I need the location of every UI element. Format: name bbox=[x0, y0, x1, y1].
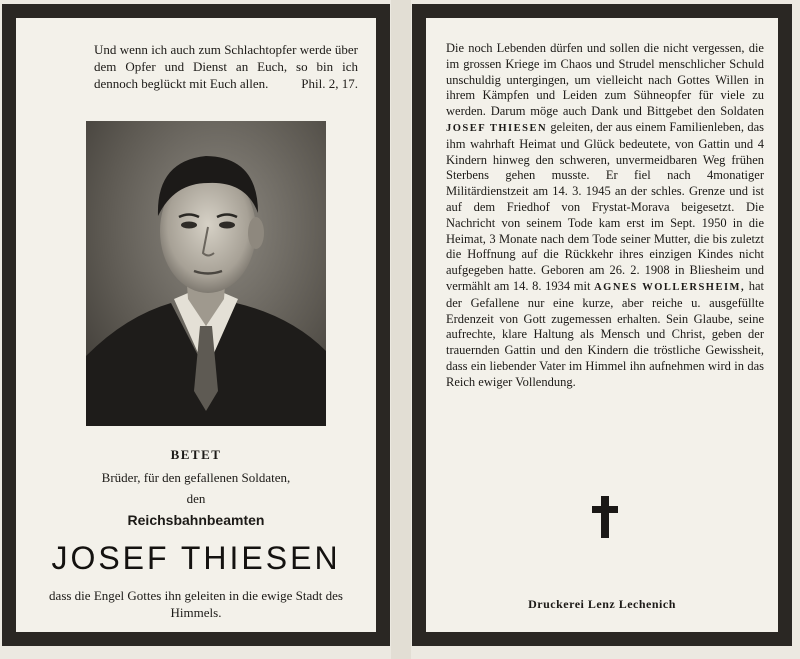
verse-reference: Phil. 2, 17. bbox=[301, 76, 358, 91]
biography-text bbox=[446, 41, 764, 391]
printer-imprint: Druckerei Lenz Lechenich bbox=[528, 597, 676, 611]
occupation-title: Reichsbahnbeamten bbox=[127, 512, 265, 528]
bio-part-3: hat der Gefallene nur eine kurze, aber reiche u. ausgefüllte Erdenzeit von Gott zugemessen erhalten. Sein Glaube, seine aufrechte, klare Haltung als Mensch und Christ, geben der trauernden Gattin und den Kindern die tröstliche Gewissheit, dass ein liebender Vater im Himmel ihn aufnehmen wird in das Reich ewiger Vollendung. bbox=[446, 278, 764, 389]
closing-prayer: dass die Engel Gottes ihn geleiten in die ewige Stadt des Himmels. bbox=[49, 588, 343, 620]
betet-heading: BETET bbox=[170, 447, 222, 462]
card-fold bbox=[391, 0, 411, 659]
left-panel bbox=[16, 18, 376, 632]
bio-wife-caps: AGNES WOLLERSHEIM, bbox=[594, 281, 746, 293]
right-panel-border bbox=[412, 4, 792, 646]
right-panel bbox=[426, 18, 778, 632]
left-panel-border bbox=[2, 4, 390, 646]
cross-icon bbox=[592, 496, 618, 538]
bio-part-2: geleiten, der aus einem Familienleben, das ihm wahrhaft Heimat und Glück bedeutete, von Gattin und 4 Kindern hinweg den schweren, unvermeidbaren Weg frühen Sterbens gehen musste. Er fiel nach 4monatiger Militärdienstzeit am 14. 3. 1945 an der schles. Grenze und ist auf dem Friedhof von Frystat-Morava beigesetzt. Die Nachricht von seinem Tode kam erst im Sept. 1950 in die Heimat, 3 Monate nach dem Tode seiner Mutter, die bis zuletzt die Hoffnung auf die Rückkehr ihres einzigen Kindes nicht aufgegeben hatte. Geboren am 26. 2. 1908 in Bliesheim und vermählt am 14. 8. 1934 mit bbox=[446, 119, 764, 293]
bio-part-1: Die noch Lebenden dürfen und sollen die nicht vergessen, die im grossen Kriege im Chaos und Strudel menschlicher Schuld unschuldig untergingen, um vielleicht nach Gottes Willen in ihrem Kämpfen und Leiden zum Sühneopfer für viele zu werden. Darum möge auch Dank und Bittgebet den Soldaten bbox=[446, 41, 764, 119]
verse-text: Und wenn ich auch zum Schlachtopfer werde über dem Opfer und Dienst an Euch, so bin ich dennoch beglückt mit Euch allen. bbox=[94, 42, 358, 91]
prayer-line: Brüder, für den gefallenen Soldaten, bbox=[101, 470, 291, 485]
bible-verse bbox=[94, 41, 358, 92]
bio-name-caps: JOSEF THIESEN bbox=[446, 122, 548, 134]
den-line: den bbox=[186, 491, 206, 506]
portrait-photo bbox=[86, 121, 326, 426]
deceased-name: JOSEF THIESEN bbox=[51, 540, 341, 576]
